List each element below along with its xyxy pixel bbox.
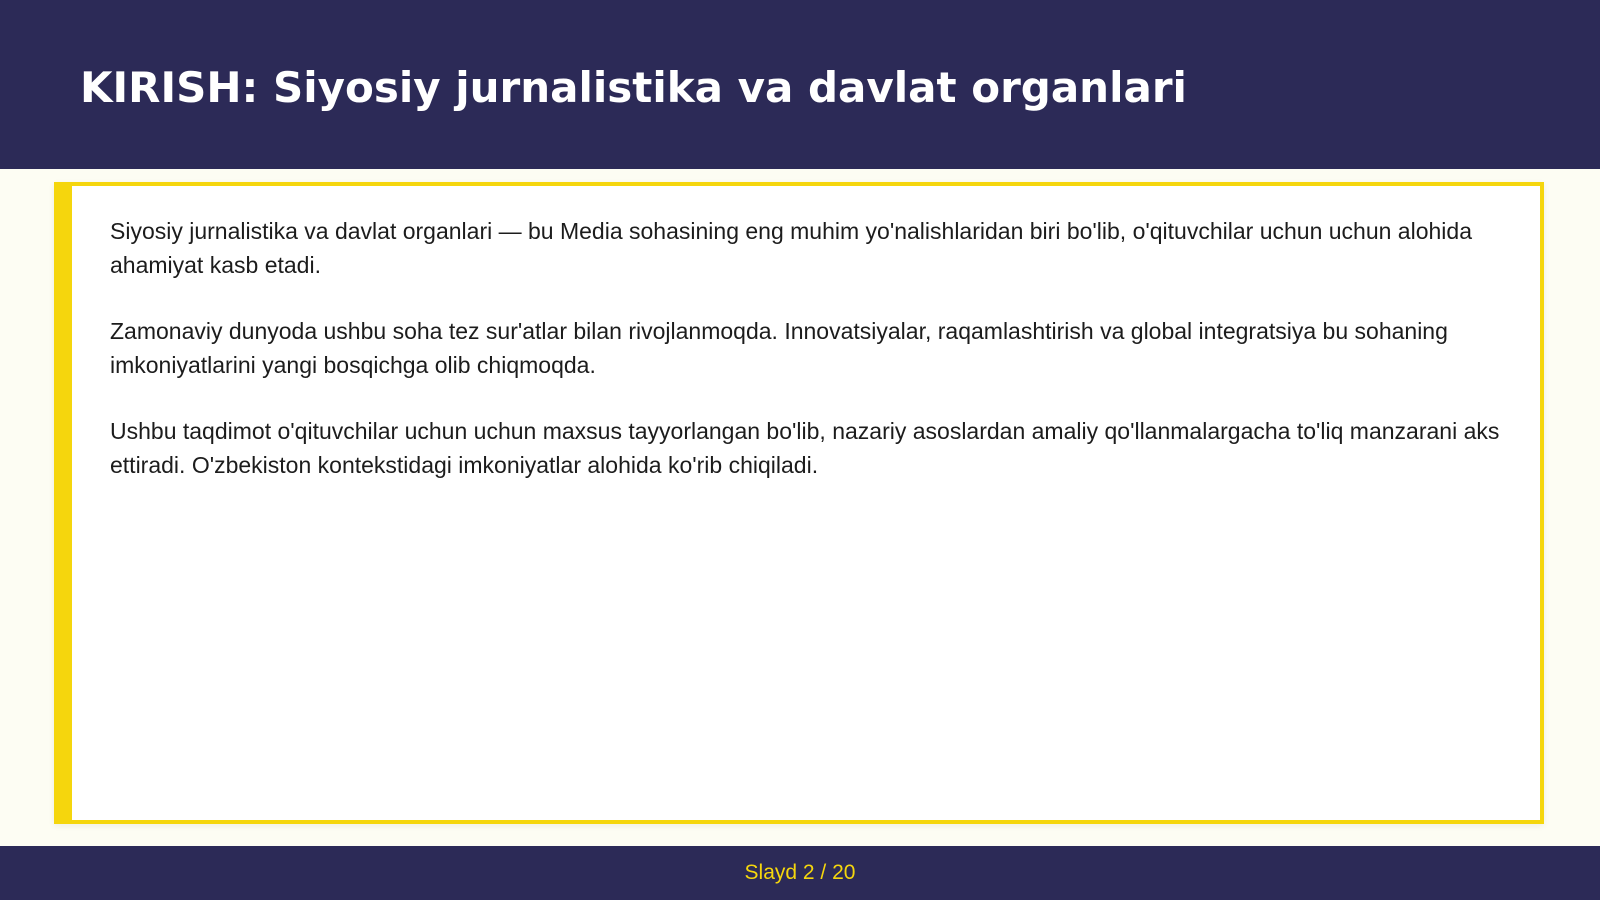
slide-footer	[0, 846, 1600, 900]
slide-title: KIRISH: Siyosiy jurnalistika va davlat organlari	[80, 63, 1187, 112]
trends-paragraph: Zamonaviy dunyoda ushbu soha tez sur'atlar bilan rivojlanmoqda. Innovatsiyalar, raqamlashtirish va global integratsiya bu sohaning imkoniyatlarini yangi bosqichga olib chiqmoqda.	[110, 318, 1448, 378]
slide-header	[0, 0, 1600, 169]
intro-paragraph: Siyosiy jurnalistika va davlat organlari — bu Media sohasining eng muhim yo'nalishlaridan biri bo'lib, o'qituvchilar uchun uchun alohida ahamiyat kasb etadi.	[110, 218, 1472, 278]
content-card	[54, 182, 1544, 824]
slide-counter: Slayd 2 / 20	[744, 861, 856, 884]
presentation-paragraph: Ushbu taqdimot o'qituvchilar uchun uchun maxsus tayyorlangan bo'lib, nazariy asoslardan amaliy qo'llanmalargacha to'liq manzarani aks ettiradi. O'zbekiston kontekstidagi imkoniyatlar alohida ko'rib chiqiladi.	[110, 418, 1500, 478]
